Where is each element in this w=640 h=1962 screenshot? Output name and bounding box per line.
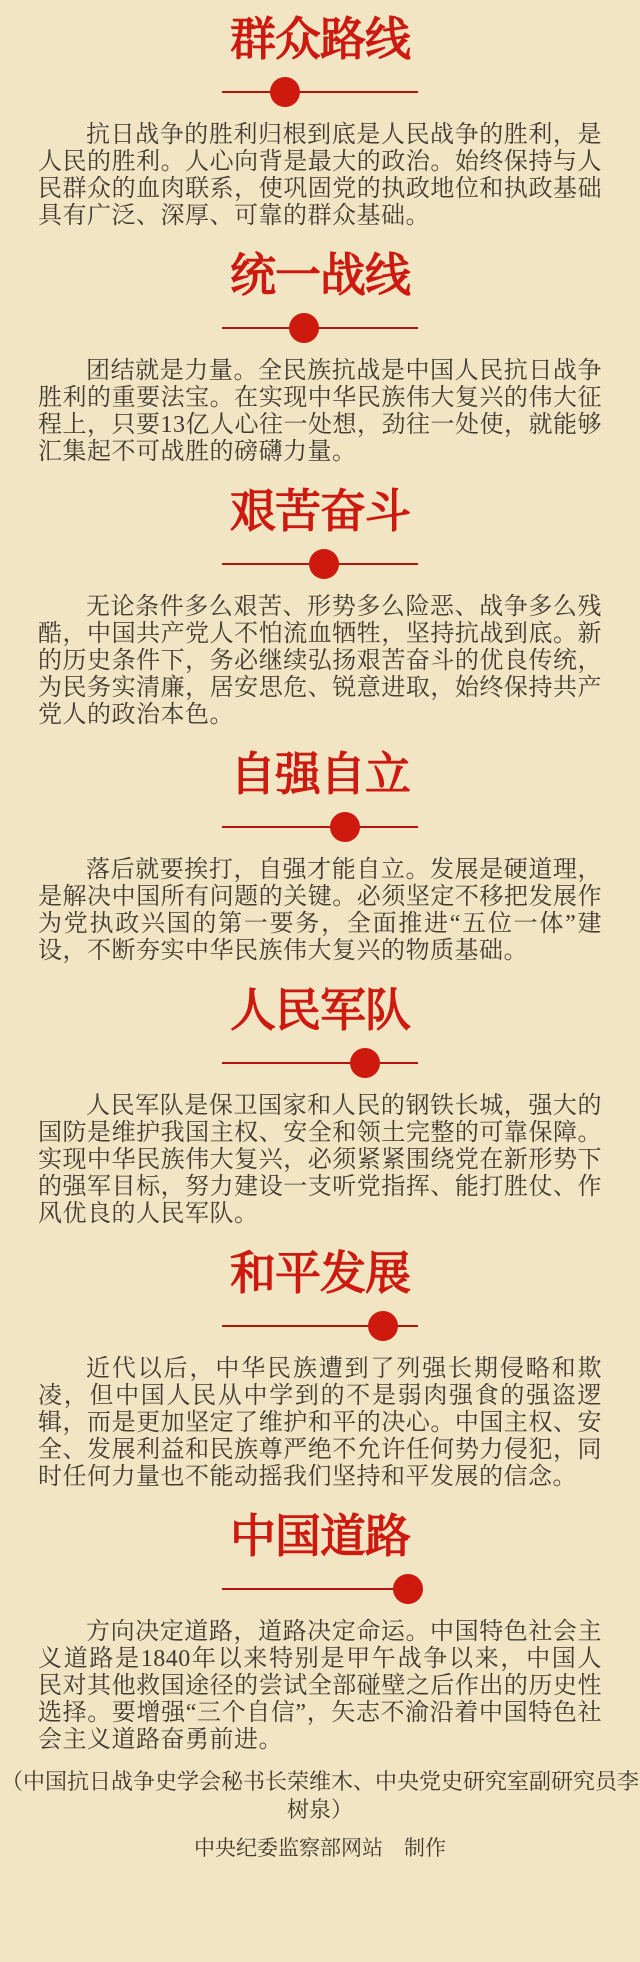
- footer: [0, 1768, 640, 1862]
- section-body: 近代以后，中华民族遭到了列强长期侵略和欺凌，但中国人民从中学到的不是弱肉强食的强盗逻辑，而是更加坚定了维护和平的决心。中国主权、安全、发展利益和民族尊严绝不允许任何势力侵犯，同时任何力量也不能动摇我们坚持和平发展的信念。: [38, 1356, 602, 1490]
- section-self-reliance: [0, 747, 640, 965]
- divider-dot: [368, 1311, 398, 1341]
- section-united-front: [0, 248, 640, 466]
- section-title: 群众路线: [230, 14, 410, 65]
- section-title: 人民军队: [230, 985, 410, 1036]
- section-body: 无论条件多么艰苦、形势多么险恶、战争多么残酷，中国共产党人不怕流血牺牲，坚持抗战到底。新的历史条件下，务必继续弘扬艰苦奋斗的优良传统，为民务实清廉，居安思危、锐意进取，始终保持共产党人的政治本色。: [38, 594, 602, 728]
- section-china-path: [0, 1509, 640, 1754]
- section-body: 人民军队是保卫国家和人民的钢铁长城，强大的国防是维护我国主权、安全和领土完整的可靠保障。实现中华民族伟大复兴，必须紧紧围绕党在新形势下的强军目标，努力建设一支听党指挥、能打胜仗、作风优良的人民军队。: [38, 1093, 602, 1227]
- divider-dot: [309, 549, 339, 579]
- divider-dot: [270, 77, 300, 107]
- footer-producer: 中央纪委监察部网站 制作: [194, 1837, 446, 1860]
- section-divider: [222, 1310, 418, 1342]
- section-divider: [222, 312, 418, 344]
- divider-line: [222, 1062, 418, 1064]
- section-body: 团结就是力量。全民族抗战是中国人民抗日战争胜利的重要法宝。在实现中华民族伟大复兴的伟大征程上，只要13亿人心往一处想，劲往一处使，就能够汇集起不可战胜的磅礴力量。: [38, 358, 602, 465]
- footer-credit: （中国抗日战争史学会秘书长荣维木、中央党史研究室副研究员李树泉）: [0, 1769, 639, 1822]
- divider-dot: [350, 1048, 380, 1078]
- section-body: 落后就要挨打，自强才能自立。发展是硬道理，是解决中国所有问题的关键。必须坚定不移把发展作为党执政兴国的第一要务，全面推进“五位一体”建设，不断夯实中华民族伟大复兴的物质基础。: [38, 857, 602, 964]
- section-title: 统一战线: [230, 250, 410, 301]
- section-divider: [222, 548, 418, 580]
- section-title: 和平发展: [230, 1248, 410, 1299]
- divider-line: [222, 91, 418, 93]
- divider-dot: [289, 313, 319, 343]
- section-divider: [222, 1573, 418, 1605]
- divider-line: [222, 1588, 418, 1590]
- divider-line: [222, 826, 418, 828]
- divider-line: [222, 327, 418, 329]
- section-divider: [222, 811, 418, 843]
- section-hard-struggle: [0, 484, 640, 729]
- section-title: 艰苦奋斗: [230, 486, 410, 537]
- section-title: 中国道路: [230, 1511, 410, 1562]
- section-title: 自强自立: [230, 749, 410, 800]
- section-body: 方向决定道路，道路决定命运。中国特色社会主义道路是1840年以来特别是甲午战争以来，中国人民对其他救国途径的尝试全部碰壁之后作出的历史性选择。要增强“三个自信”，矢志不渝沿着中国特色社会主义道路奋勇前进。: [38, 1619, 602, 1753]
- section-divider: [222, 76, 418, 108]
- section-mass-line: [0, 12, 640, 230]
- section-peoples-army: [0, 983, 640, 1228]
- divider-dot: [393, 1574, 423, 1604]
- section-peaceful-development: [0, 1246, 640, 1491]
- section-divider: [222, 1047, 418, 1079]
- section-body: 抗日战争的胜利归根到底是人民战争的胜利，是人民的胜利。人心向背是最大的政治。始终保持与人民群众的血肉联系，使巩固党的执政地位和执政基础具有广泛、深厚、可靠的群众基础。: [38, 122, 602, 229]
- divider-dot: [330, 812, 360, 842]
